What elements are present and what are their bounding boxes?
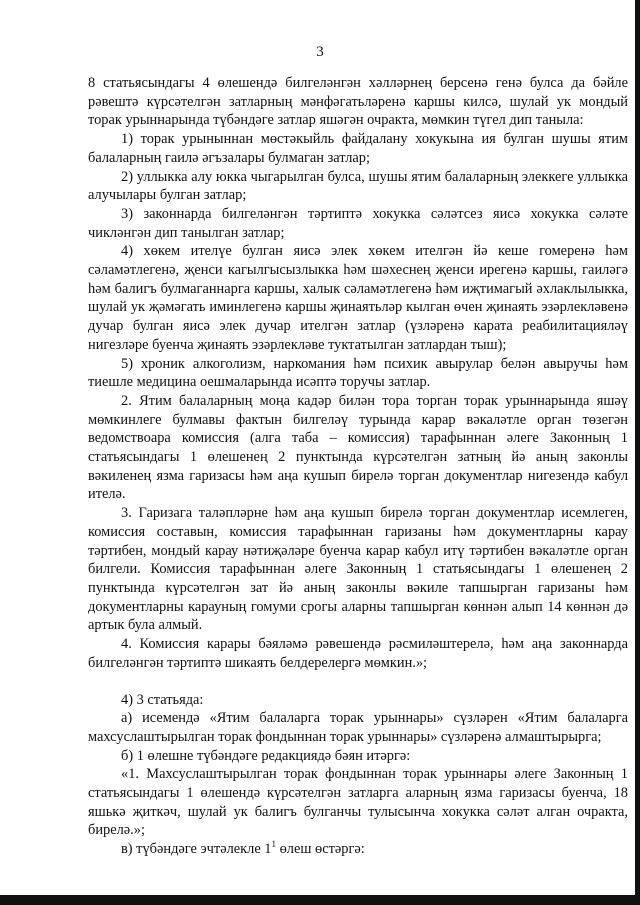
paragraph: «1. Махсуслаштырылган торак фондыннан торак урыннары әлеге Законның 1 статьясындагы 1 өлешендә күрсәтелгән затларга аларның язма гаризасы буенча, 18 яшькә җиткәч, шулай ук балигъ булганчы тулысынча хокукка сәләт алган очракта, бирелә.»; <box>88 766 628 839</box>
page-number: 3 <box>316 44 324 60</box>
paragraph: б) 1 өлешне түбәндәге редакциядә бәян итәргә: <box>121 747 411 764</box>
scan-edge-bottom <box>0 895 640 905</box>
list-item: 1) торак урыныннан мөстәкыйль файдалану хокукына ия булган шушы ятим балаларның гаилә әгъзалары булмаган затлар; <box>88 131 628 166</box>
scan-edge-right <box>635 0 640 905</box>
last-line-text-after: өлеш өстәргә: <box>276 841 365 858</box>
list-item: 5) хроник алкоголизм, наркомания һәм психик авырулар белән авыручы һәм тиешле медицина оешмаларында исәптә торучы затлар. <box>88 355 628 391</box>
last-line-text: в) түбәндәге эчтәлекле 1 <box>121 841 272 858</box>
paragraph: а) исемендә «Ятим балаларга торак урыннары» сүзләрен «Ятим балаларга махсуслаштырылган торак фондыннан торак урыннары» сүзләренә алмаштырырга; <box>88 710 628 745</box>
paragraph: 2. Ятим балаларның моңа кадәр билән тора торган торак урыннарында яшәү мөмкинлеге булмавы фактын билгеләү турында карар вәкаләтле орган төзегән ведомствоара комиссия (алга таба – комиссия) тарафыннан әлеге Законның 1 статьясындагы 1 өлешенең 2 пунктында күрсәтелгән затның йә аның законлы вәкиленең язма гаризасы һәм аңа кушып бирелә торган документлар нигезендә кабул ителә. <box>88 392 628 503</box>
paragraph-last <box>88 840 628 859</box>
paragraph: 3. Гаризага таләпләрне һәм аңа кушып бирелә торган документлар исемлеген, комиссия составын, комиссия тарафыннан гаризаны һәм документларны карау тәртибен, мондый карау нәтиҗәләре буенча карар кабул итү тәртибен вәкаләтле орган билгели. Комиссия тарафыннан әлеге Законның 1 статьясындагы 1 өлешенең 2 пунктында күрсәтелгән зат йә аның законлы вәкиле тапшырган гаризаны һәм документларны карауның гомуми срогы аларны тапшырган көннән алып 14 көннән дә артык була алмый. <box>88 505 628 634</box>
list-item: 3) законнарда билгеләнгән тәртиптә хокукка сәләтсез яисә хокукка сәләте чикләнгән дип танылган затлар; <box>88 205 628 241</box>
document-body <box>88 74 628 859</box>
superscript: 1 <box>271 839 276 850</box>
paragraph: 8 статьясындагы 4 өлешендә билгеләнгән хәлләрнең берсенә генә булса да бәйле рәвештә күрсәтелгән затларның мәнфәгатьләренә каршы килсә, шулай ук мондый торак урыннарында түбәндәге затлар яшәгән очракта, мөмкин түгел дип таныла: <box>88 75 628 129</box>
list-item: 2) уллыкка алу юкка чыгарылган булса, шушы ятим балаларның элеккеге уллыкка алучылары булган затлар; <box>88 168 628 204</box>
paragraph: 4) 3 статьяда: <box>121 691 204 708</box>
paragraph: 4. Комиссия карары бәяләмә рәвешендә рәсмиләштерелә, һәм аңа законнарда билгеләнгән тәртиптә шикаять белдерелергә мөмкин.»; <box>88 636 628 671</box>
section-gap <box>88 673 628 691</box>
list-item: 4) хөкем ителүе булган яисә элек хөкем ителгән йә кеше гомеренә һәм сәламәтлегенә, җенси кагылгысызлыкка һәм шәхеснең җенси ирегенә каршы, гаиләгә һәм балигъ булмаганнарга каршы, халык сәламәтлегенә һәм иҗтимагый әхлаклылыкка, шулай ук җәмәгать иминлегенә каршы җинаятьләр кылган өчен җинаять эзәрлекләвенә дучар булган яисә элек дучар ителгән затлар (үзләренә карата реабилитацияләү нигезләре буенча җинаять эзәрлекләве туктатылган затлардан тыш); <box>88 243 628 353</box>
